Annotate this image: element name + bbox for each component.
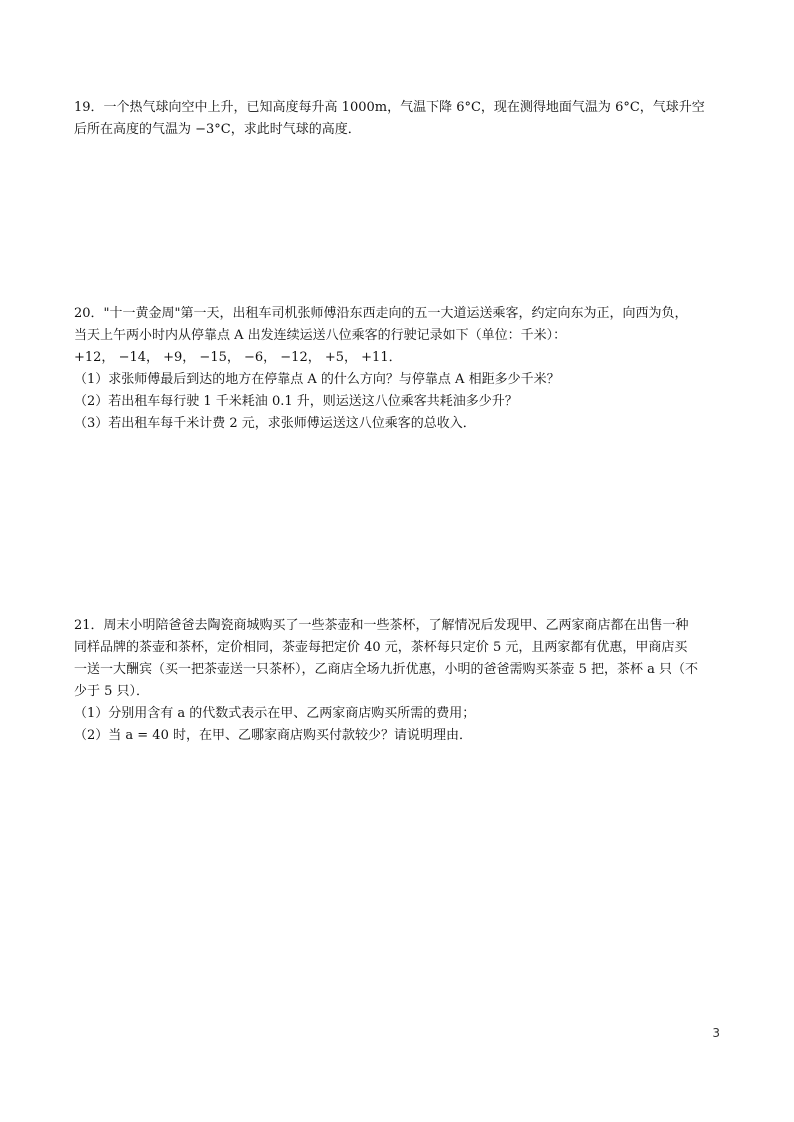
problem-20-line: 当天上午两小时内从停靠点 A 出发连续运送八位乘客的行驶记录如下（单位：千米）：: [74, 328, 567, 343]
problem-21-question-2: （2）当 a = 40 时，在甲、乙哪家商店购买付款较少？请说明理由．: [74, 728, 472, 743]
problem-20: [74, 303, 724, 435]
problem-21-line: 同样品牌的茶壶和茶杯，定价相同，茶壶每把定价 40 元，茶杯每只定价 5 元，且两家都有优惠，甲商店买: [74, 640, 688, 655]
problem-21: [74, 615, 724, 747]
problem-20-record: +12， −14， +9， −15， −6， −12， +5， +11．: [74, 350, 402, 365]
problem-19-line: 后所在高度的气温为 −3°C，求此时气球的高度．: [74, 122, 361, 137]
problem-21-line: 21．周末小明陪爸爸去陶瓷商城购买了一些茶壶和一些茶杯，了解情况后发现甲、乙两家商店都在出售一种: [74, 618, 689, 633]
problem-19-line: 19．一个热气球向空中上升，已知高度每升高 1000m，气温下降 6°C，现在测得地面气温为 6°C，气球升空: [74, 100, 705, 115]
problem-21-question-1: （1）分别用含有 a 的代数式表示在甲、乙两家商店购买所需的费用；: [74, 706, 476, 721]
problem-20-question-3: （3）若出租车每千米计费 2 元，求张师傅运送这八位乘客的总收入．: [74, 416, 476, 431]
problem-20-line: 20．"十一黄金周"第一天，出租车司机张师傅沿东西走向的五一大道运送乘客，约定向东为正，向西为负，: [74, 306, 688, 321]
problem-20-question-1: （1）求张师傅最后到达的地方在停靠点 A 的什么方向？与停靠点 A 相距多少千米？: [74, 372, 560, 387]
problem-19: [74, 97, 724, 141]
problem-20-question-2: （2）若出租车每行驶 1 千米耗油 0.1 升，则运送这八位乘客共耗油多少升？: [74, 394, 518, 409]
problem-21-line: 一送一大酬宾（买一把茶壶送一只茶杯），乙商店全场九折优惠，小明的爸爸需购买茶壶 5 把，茶杯 a 只（不: [74, 662, 699, 677]
problem-21-line: 少于 5 只）．: [74, 684, 150, 699]
page-number: 3: [712, 1026, 720, 1040]
